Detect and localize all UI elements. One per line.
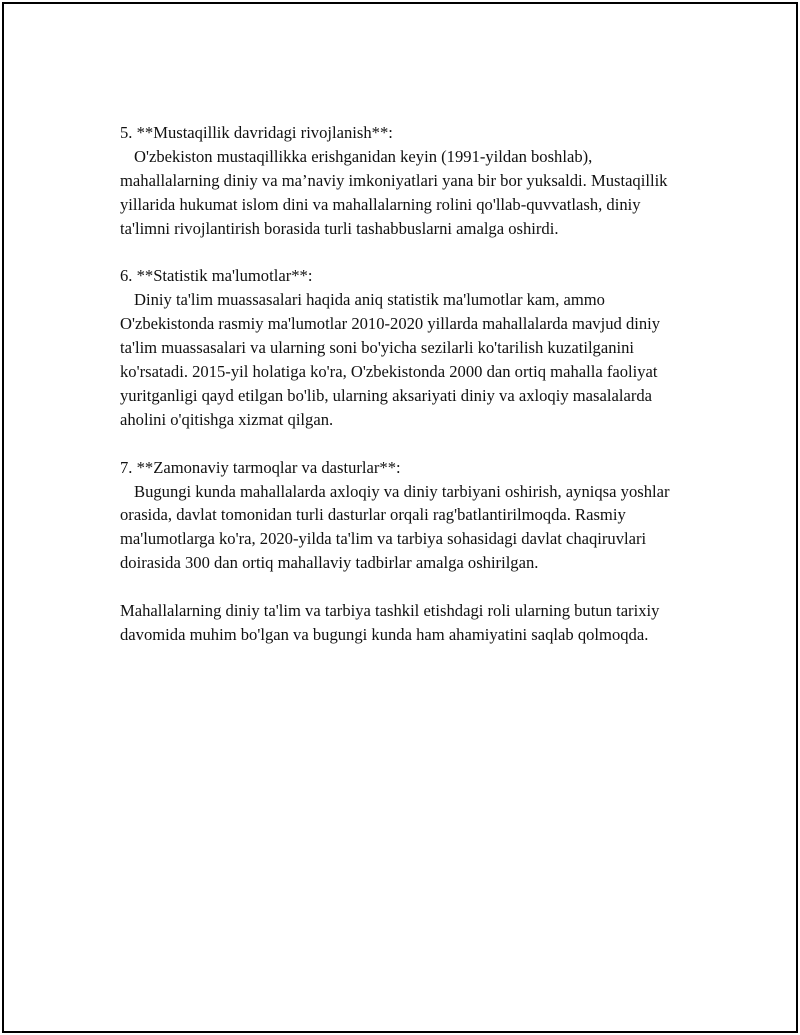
section-heading: 7. **Zamonaviy tarmoqlar va dasturlar**: bbox=[120, 457, 401, 477]
closing-paragraph: Mahallalarning diniy ta'lim va tarbiya tashkil etishdagi roli ularning butun tarixiy davomida muhim bo'lgan va bugungi kunda ham ahamiyatini saqlab qolmoqda. bbox=[120, 601, 660, 644]
section-5 bbox=[120, 121, 690, 241]
document-content bbox=[120, 121, 690, 647]
section-7 bbox=[120, 456, 690, 576]
section-heading: 6. **Statistik ma'lumotlar**: bbox=[120, 266, 313, 286]
document-page bbox=[2, 2, 798, 1033]
section-paragraph: O'zbekiston mustaqillikka erishganidan keyin (1991-yildan boshlab), mahallalarning diniy va ma’naviy imkoniyatlari yana bir bor yuksaldi. Mustaqillik yillarida hukumat islom dini va mahallalarning rolini qo'llab-quvvatlash, diniy ta'limni rivojlantirish borasida turli tashabbuslarni amalga oshirdi. bbox=[120, 146, 668, 238]
section-heading: 5. **Mustaqillik davridagi rivojlanish**: bbox=[120, 123, 393, 142]
section-paragraph: Bugungi kunda mahallalarda axloqiy va diniy tarbiyani oshirish, ayniqsa yoshlar orasida, davlat tomonidan turli dasturlar orqali rag'batlantirilmoqda. Rasmiy ma'lumotlarga ko'ra, 2020-yilda ta'lim va tarbiya sohasidagi davlat chaqiruvlari doirasida 300 dan ortiq mahallaviy tadbirlar amalga oshirilgan. bbox=[120, 481, 670, 573]
section-paragraph: Diniy ta'lim muassasalari haqida aniq statistik ma'lumotlar kam, ammo O'zbekistonda rasmiy ma'lumotlar 2010-2020 yillarda mahallalarda mavjud diniy ta'lim muassasalari va ularning soni bo'yicha sezilarli ko'tarilish kuzatilganini ko'rsatadi. 2015-yil holatiga ko'ra, O'zbekistonda 2000 dan ortiq mahalla faoliyat yuritganligi qayd etilgan bo'lib, ularning aksariyati diniy va axloqiy masalalarda aholini o'qitishga xizmat qilgan. bbox=[120, 290, 661, 429]
section-6 bbox=[120, 264, 690, 431]
